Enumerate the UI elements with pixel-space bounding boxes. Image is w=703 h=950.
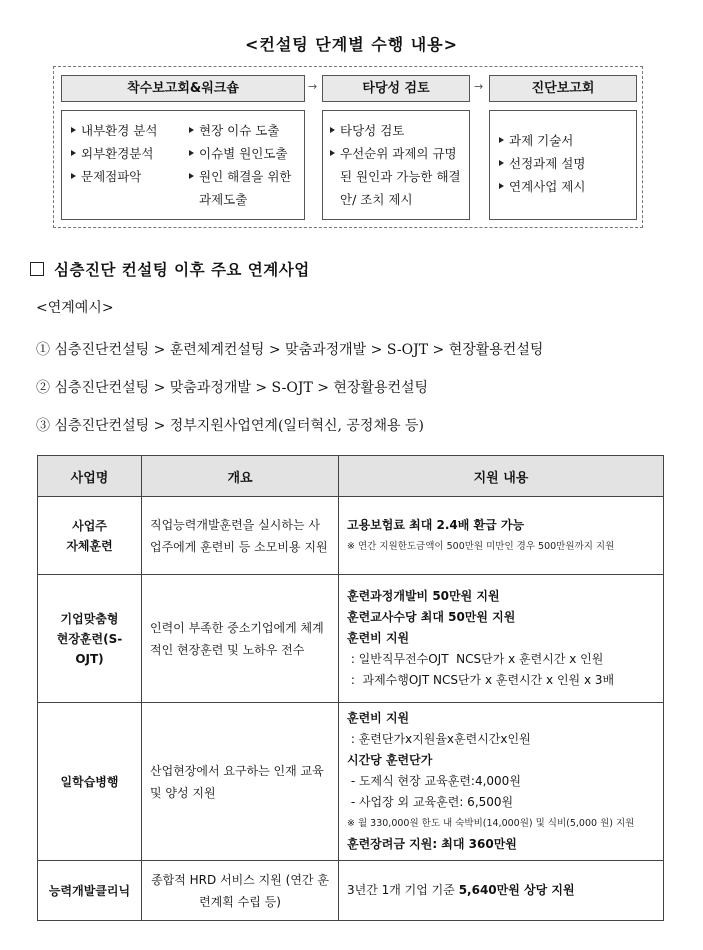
support-detail-note: ※ 연간 지원한도금액이 500만원 미만인 경우 500만원까지 지원 [347,540,615,552]
support-detail-line: 훈련과정개발비 50만원 지원 [347,589,500,603]
support-detail-amount: 5,640만원 상당 지원 [458,883,575,897]
support-details-cell [339,861,664,921]
list-item: 이슈별 원인도출 [188,142,304,165]
stage-box-kickoff [61,110,305,220]
program-name: 기업맞춤형 [60,611,119,626]
support-detail-line: 훈련장려금 지원: 최대 360만원 [347,837,517,851]
program-summary: 인력이 부족한 중소기업에게 체계적인 현장훈련 및 노하우 전수 [142,575,339,703]
column-header-support: 지원 내용 [339,456,664,497]
support-details-cell [339,497,664,575]
support-detail-line: : 일반직무전수OJT NCS단가 x 훈련시간 x 인원 [347,652,604,666]
list-item: 타당성 검토 [329,119,467,142]
stage-final-report-list [498,129,634,198]
table-row [38,703,664,861]
table-row [38,575,664,703]
program-name: 능력개발클리닉 [48,883,131,898]
example-line: ③ 심층진단컨설팅 > 정부지원사업연계(일터혁신, 공정채용 등) [36,418,424,434]
support-detail-line: : 과제수행OJT NCS단가 x 훈련시간 x 인원 x 3배 [347,673,615,687]
program-name: 현장훈련(S-OJT) [56,631,123,666]
program-summary: 직업능력개발훈련을 실시하는 사업주에게 훈련비 등 소모비용 지원 [142,497,339,575]
stage-header-feasibility: 타당성 검토 [322,75,470,102]
support-detail-line: - 도제식 현장 교육훈련:4,000원 [347,774,521,788]
support-detail-note: ※ 월 330,000원 한도 내 숙박비(14,000원) 및 식비(5,000 원) 지원 [347,818,635,829]
support-detail-line: 고용보험료 최대 2.4배 환급 가능 [347,517,525,532]
program-name-cell [38,703,142,861]
list-item: 과제 기술서 [498,129,634,152]
example-line: ② 심층진단컨설팅 > 맞춤과정개발 > S-OJT > 현장활용컨설팅 [36,380,429,396]
example-label: <연계예시> [36,300,114,316]
support-detail-line: 훈련비 지원 [347,631,410,645]
list-item: 외부환경분석 [70,142,182,165]
list-item: 내부환경 분석 [70,119,182,142]
list-item: 현장 이슈 도출 [188,119,304,142]
program-summary: 산업현장에서 요구하는 인재 교육 및 양성 지원 [142,703,339,861]
arrow-icon: → [474,80,484,93]
stage-box-feasibility [322,110,470,220]
table-row [38,497,664,575]
support-table [37,455,664,921]
program-name: 사업주 [72,518,107,533]
stage-header-final-report: 진단보고회 [489,75,637,102]
checkbox-icon [30,262,44,276]
column-header-overview: 개요 [142,456,339,497]
support-details-cell [339,575,664,703]
support-detail-line: 훈련교사수당 최대 50만원 지원 [347,610,516,624]
stage-kickoff-list-left [70,119,182,188]
table-header-row [38,456,664,497]
list-item: 선정과제 설명 [498,152,634,175]
page-title: <컨설팅 단계별 수행 내용> [244,35,459,54]
list-item: 연계사업 제시 [498,175,634,198]
program-name: 일학습병행 [60,774,119,789]
list-item: 원인 해결을 위한 과제도출 [188,165,304,211]
program-name-cell [38,497,142,575]
program-name-cell [38,575,142,703]
example-line: ① 심층진단컨설팅 > 훈련체계컨설팅 > 맞춤과정개발 > S-OJT > 현장활용컨설팅 [36,342,544,358]
program-summary: 종합적 HRD 서비스 지원 (연간 훈련계획 수립 등) [142,861,339,921]
program-name: 자체훈련 [66,538,113,553]
section-title: 심층진단 컨설팅 이후 주요 연계사업 [54,261,310,279]
support-detail-line: : 훈련단가x지원율x훈련시간x인원 [347,732,531,746]
stage-kickoff-list-right [188,119,304,211]
support-details-cell [339,703,664,861]
section-heading [30,258,310,280]
support-detail-line: 시간당 훈련단가 [347,753,433,767]
table-row [38,861,664,921]
support-detail-prefix: 3년간 1개 기업 기준 [347,883,459,897]
support-detail-line: - 사업장 외 교육훈련: 6,500원 [347,795,514,809]
stage-box-final-report [489,110,637,220]
stage-header-kickoff: 착수보고회&워크숍 [61,75,305,102]
column-header-program: 사업명 [38,456,142,497]
list-item: 우선순위 과제의 규명된 원인과 가능한 해결안/ 조치 제시 [329,142,467,211]
support-detail-line: 훈련비 지원 [347,711,410,725]
list-item: 문제점파악 [70,165,182,188]
stage-feasibility-list [329,119,467,211]
arrow-icon: → [308,80,318,93]
program-name-cell [38,861,142,921]
